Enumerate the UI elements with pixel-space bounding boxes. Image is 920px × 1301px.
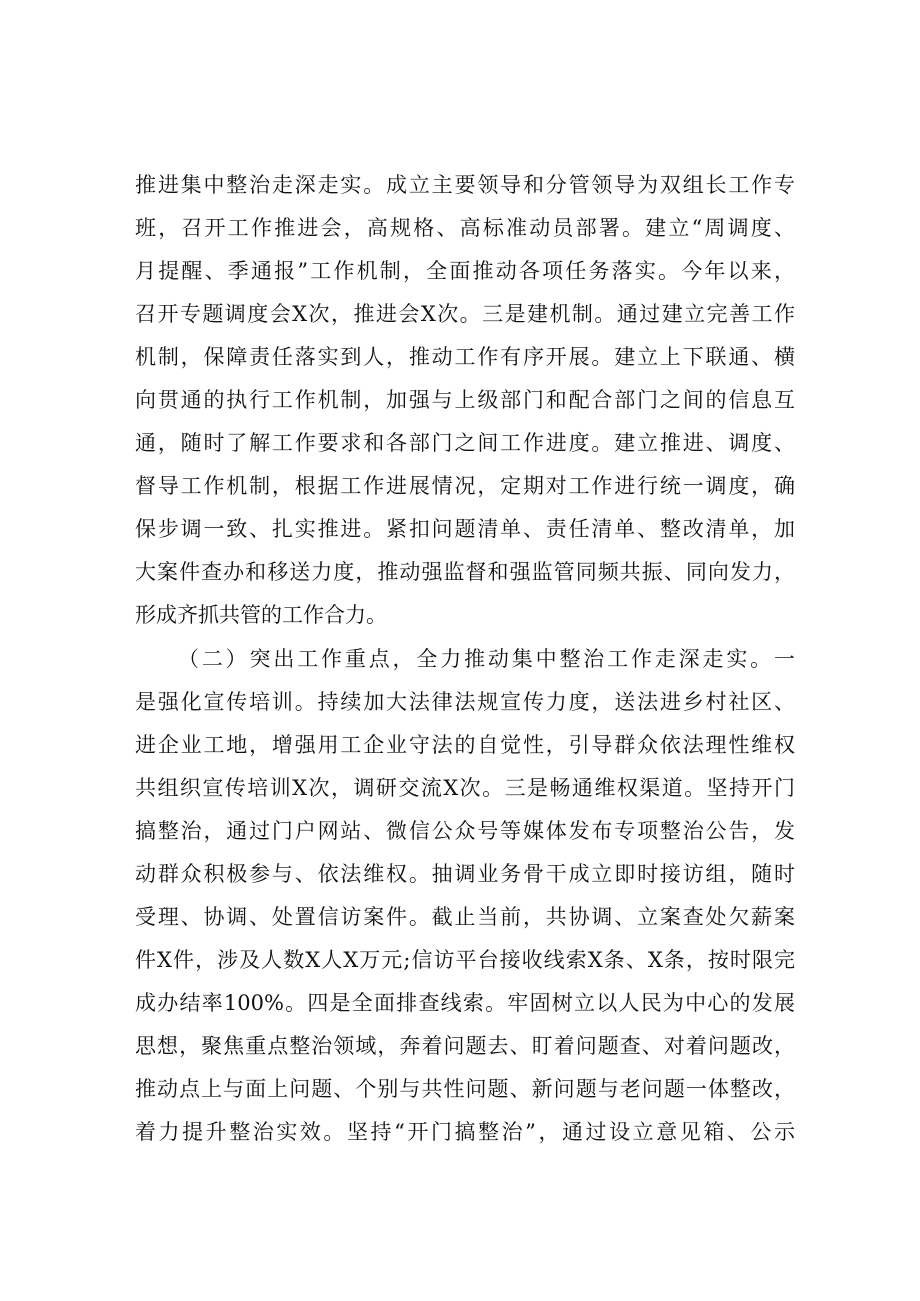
paragraph1-line-6: 向贯通的执行工作机制，加强与上级部门和配合部门之间的信息互 [135, 388, 795, 412]
paragraph2-line-11: 推动点上与面上问题、个别与共性问题、新问题与老问题一体整改， [135, 1077, 795, 1101]
paragraph2-line-7: 受理、协调、处置信访案件。截止当前，共协调、立案查处欠薪案 [135, 905, 795, 929]
paragraph2-line-6: 动群众积极参与、依法维权。抽调业务骨干成立即时接访组，随时 [135, 862, 795, 886]
paragraph1-line-10: 大案件查办和移送力度，推动强监督和强监管同频共振、同向发力， [135, 560, 795, 584]
paragraph1-line-3: 月提醒、季通报”工作机制，全面推动各项任务落实。今年以来， [135, 259, 795, 283]
paragraph1-line-5: 机制，保障责任落实到人，推动工作有序开展。建立上下联通、横 [135, 345, 795, 369]
paragraph2-line-5: 搞整治，通过门户网站、微信公众号等媒体发布专项整治公告，发 [135, 819, 795, 843]
paragraph2-line-4: 共组织宣传培训X次，调研交流X次。三是畅通维权渠道。坚持开门 [135, 776, 795, 800]
paragraph2-line-1: （二）突出工作重点，全力推动集中整治工作走深走实。一 [178, 647, 795, 671]
paragraph2-line-8: 件X件，涉及人数X人X万元;信访平台接收线索X条、X条，按时限完 [135, 948, 795, 972]
paragraph2-line-9: 成办结率100%。四是全面排查线索。牢固树立以人民为中心的发展 [135, 991, 795, 1015]
paragraph2-line-2: 是强化宣传培训。持续加大法律法规宣传力度，送法进乡村社区、 [135, 690, 795, 714]
paragraph1-line-4: 召开专题调度会X次，推进会X次。三是建机制。通过建立完善工作 [135, 302, 795, 326]
paragraph1-line-2: 班，召开工作推进会，高规格、高标准动员部署。建立“周调度、 [135, 216, 795, 240]
paragraph2-line-12: 着力提升整治实效。坚持“开门搞整治”，通过设立意见箱、公示 [135, 1120, 795, 1144]
paragraph1-line-9: 保步调一致、扎实推进。紧扣问题清单、责任清单、整改清单，加 [135, 517, 795, 541]
paragraph1-line-1: 推进集中整治走深走实。成立主要领导和分管领导为双组长工作专 [135, 173, 795, 197]
paragraph1-line-8: 督导工作机制，根据工作进展情况，定期对工作进行统一调度，确 [135, 474, 795, 498]
paragraph1-line-11: 形成齐抓共管的工作合力。 [135, 603, 387, 627]
paragraph2-line-10: 思想，聚焦重点整治领域，奔着问题去、盯着问题查、对着问题改， [135, 1034, 795, 1058]
paragraph1-line-7: 通，随时了解工作要求和各部门之间工作进度。建立推进、调度、 [135, 431, 795, 455]
paragraph2-line-3: 进企业工地，增强用工企业守法的自觉性，引导群众依法理性维权 [135, 733, 795, 757]
